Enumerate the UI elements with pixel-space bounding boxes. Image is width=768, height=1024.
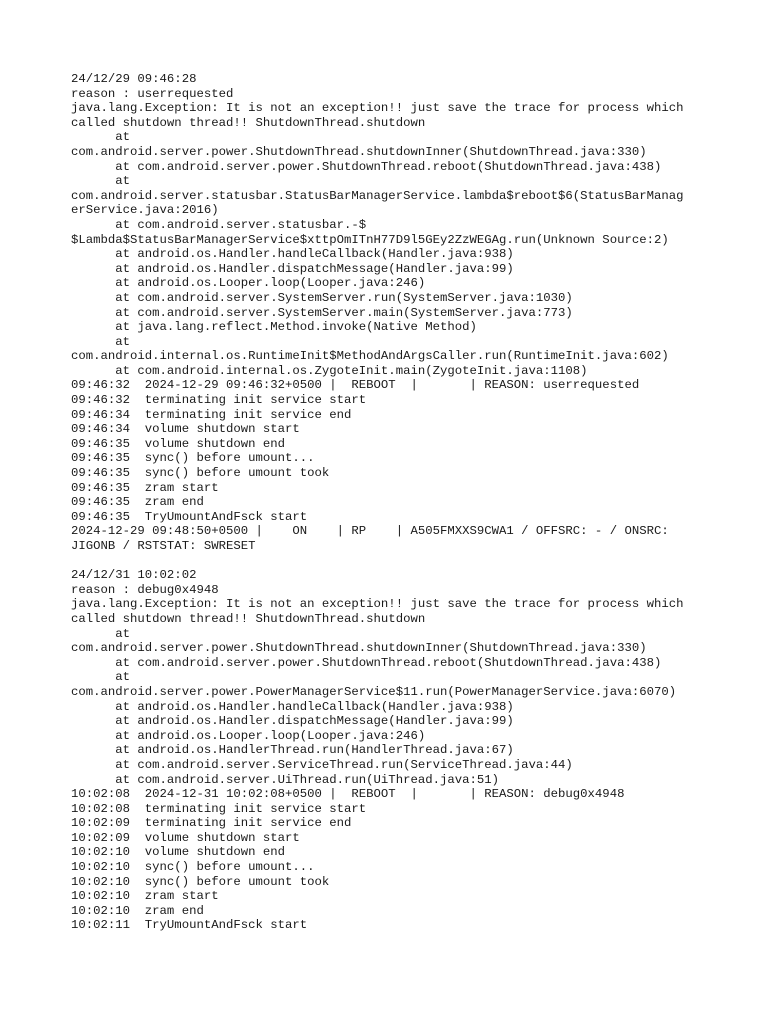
- log-line: at: [71, 174, 131, 189]
- log-line: java.lang.Exception: It is not an exception!! just save the trace for process which: [71, 597, 684, 612]
- log-line: 09:46:35 sync() before umount took: [71, 466, 330, 481]
- log-line: called shutdown thread!! ShutdownThread.shutdown: [71, 115, 426, 130]
- log-line: erService.java:2016): [71, 203, 219, 218]
- log-line: 10:02:10 zram end: [71, 903, 204, 918]
- log-line: java.lang.Exception: It is not an exception!! just save the trace for process which: [71, 101, 684, 116]
- log-line: 10:02:08 2024-12-31 10:02:08+0500 | REBOOT | | REASON: debug0x4948: [71, 787, 625, 802]
- log-line: 09:46:32 terminating init service start: [71, 393, 367, 408]
- log-line: reason : userrequested: [71, 86, 234, 101]
- log-line: 09:46:35 sync() before umount...: [71, 451, 315, 466]
- log-document: [71, 72, 711, 933]
- log-line: at java.lang.reflect.Method.invoke(Native Method): [71, 320, 477, 335]
- log-line: 24/12/31 10:02:02: [71, 568, 197, 583]
- log-line: at com.android.server.ServiceThread.run(ServiceThread.java:44): [71, 757, 573, 772]
- log-line: at: [71, 130, 131, 145]
- log-line: at android.os.Looper.loop(Looper.java:246): [71, 276, 426, 291]
- log-line: 10:02:10 sync() before umount took: [71, 874, 330, 889]
- log-line: com.android.internal.os.RuntimeInit$MethodAndArgsCaller.run(RuntimeInit.java:602): [71, 349, 669, 364]
- log-line: at com.android.server.statusbar.-$: [71, 217, 367, 232]
- log-line: [71, 554, 711, 569]
- log-line: 24/12/29 09:46:28: [71, 72, 197, 86]
- log-line: at android.os.Handler.dispatchMessage(Handler.java:99): [71, 714, 514, 729]
- log-line: at com.android.server.power.ShutdownThread.reboot(ShutdownThread.java:438): [71, 655, 662, 670]
- log-line: at com.android.server.power.ShutdownThread.reboot(ShutdownThread.java:438): [71, 159, 662, 174]
- log-line: 09:46:35 zram end: [71, 495, 204, 510]
- log-line: com.android.server.power.PowerManagerService$11.run(PowerManagerService.java:6070): [71, 684, 677, 699]
- log-line: at android.os.HandlerThread.run(HandlerThread.java:67): [71, 743, 514, 758]
- log-line: reason : debug0x4948: [71, 582, 219, 597]
- log-line: com.android.server.statusbar.StatusBarManagerService.lambda$reboot$6(StatusBarManag: [71, 188, 684, 203]
- log-line: 10:02:10 volume shutdown end: [71, 845, 286, 860]
- log-line: 10:02:09 terminating init service end: [71, 816, 352, 831]
- log-line: 09:46:34 terminating init service end: [71, 407, 352, 422]
- log-line: 10:02:09 volume shutdown start: [71, 830, 300, 845]
- log-line: JIGONB / RSTSTAT: SWRESET: [71, 539, 256, 553]
- log-line: $Lambda$StatusBarManagerService$xttpOmITnH77D9l5GEy2ZzWEGAg.run(Unknown Source:2): [71, 232, 669, 247]
- log-line: at android.os.Looper.loop(Looper.java:246): [71, 728, 426, 743]
- log-line: 10:02:10 sync() before umount...: [71, 860, 315, 875]
- log-line: 09:46:35 zram start: [71, 480, 219, 495]
- log-line: 09:46:32 2024-12-29 09:46:32+0500 | REBOOT | | REASON: userrequested: [71, 378, 640, 393]
- log-line: 10:02:11 TryUmountAndFsck start: [71, 918, 308, 933]
- log-line: com.android.server.power.ShutdownThread.shutdownInner(ShutdownThread.java:330): [71, 144, 647, 159]
- log-line: 09:46:35 TryUmountAndFsck start: [71, 509, 308, 524]
- log-line: at com.android.internal.os.ZygoteInit.main(ZygoteInit.java:1108): [71, 363, 588, 378]
- log-line: at android.os.Handler.handleCallback(Handler.java:938): [71, 699, 514, 714]
- log-line: at com.android.server.SystemServer.run(SystemServer.java:1030): [71, 290, 573, 305]
- log-line: 10:02:08 terminating init service start: [71, 801, 367, 816]
- log-line: at: [71, 670, 131, 685]
- log-line: com.android.server.power.ShutdownThread.shutdownInner(ShutdownThread.java:330): [71, 641, 647, 656]
- log-line: at android.os.Handler.handleCallback(Handler.java:938): [71, 247, 514, 262]
- log-line: 09:46:35 volume shutdown end: [71, 436, 286, 451]
- log-line: called shutdown thread!! ShutdownThread.shutdown: [71, 611, 426, 626]
- log-line: 2024-12-29 09:48:50+0500 | ON | RP | A505FMXXS9CWA1 / OFFSRC: - / ONSRC:: [71, 524, 669, 539]
- log-line: at com.android.server.UiThread.run(UiThread.java:51): [71, 772, 500, 787]
- log-line: at com.android.server.SystemServer.main(SystemServer.java:773): [71, 305, 573, 320]
- log-line: at: [71, 626, 131, 641]
- log-line: 10:02:10 zram start: [71, 889, 219, 904]
- log-line: at android.os.Handler.dispatchMessage(Handler.java:99): [71, 261, 514, 276]
- log-line: 09:46:34 volume shutdown start: [71, 422, 300, 437]
- log-line: at: [71, 334, 131, 349]
